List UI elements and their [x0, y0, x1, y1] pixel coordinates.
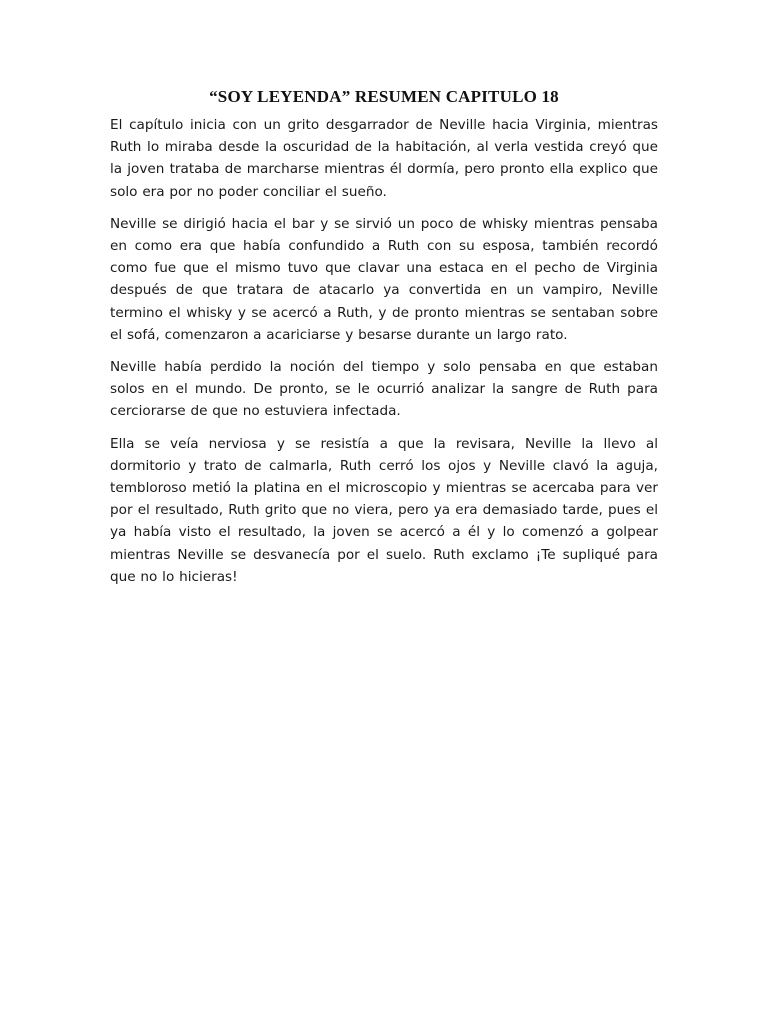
paragraph-3: Neville había perdido la noción del tiempo y solo pensaba en que estaban solos en el mundo. De pronto, se le ocurrió analizar la sangre de Ruth para cerciorarse de que no estuviera infectada.	[110, 359, 658, 420]
document-title: “SOY LEYENDA” RESUMEN CAPITULO 18	[209, 87, 559, 106]
document-page	[110, 86, 658, 598]
paragraph-1: El capítulo inicia con un grito desgarrador de Neville hacia Virginia, mientras Ruth lo miraba desde la oscuridad de la habitación, al verla vestida creyó que la joven trataba de marcharse mientras él dormía, pero pronto ella explico que solo era por no poder conciliar el sueño.	[110, 117, 658, 200]
paragraph-2: Neville se dirigió hacia el bar y se sirvió un poco de whisky mientras pensaba en como era que había confundido a Ruth con su esposa, también recordó como fue que el mismo tuvo que clavar una estaca en el pecho de Virginia después de que tratara de atacarlo ya convertida en un vampiro, Neville termino el whisky y se acercó a Ruth, y de pronto mientras se sentaban sobre el sofá, comenzaron a acariciarse y besarse durante un largo rato.	[110, 215, 658, 343]
paragraph-4: Ella se veía nerviosa y se resistía a que la revisara, Neville la llevo al dormitorio y trato de calmarla, Ruth cerró los ojos y Neville clavó la aguja, tembloroso metió la platina en el microscopio y mientras se acercaba para ver por el resultado, Ruth grito que no viera, pero ya era demasiado tarde, pues el ya había visto el resultado, la joven se acercó a él y lo comenzó a golpear mientras Neville se desvanecía por el suelo. Ruth exclamo ¡Te supliqué para que no lo hicieras!	[110, 435, 658, 585]
